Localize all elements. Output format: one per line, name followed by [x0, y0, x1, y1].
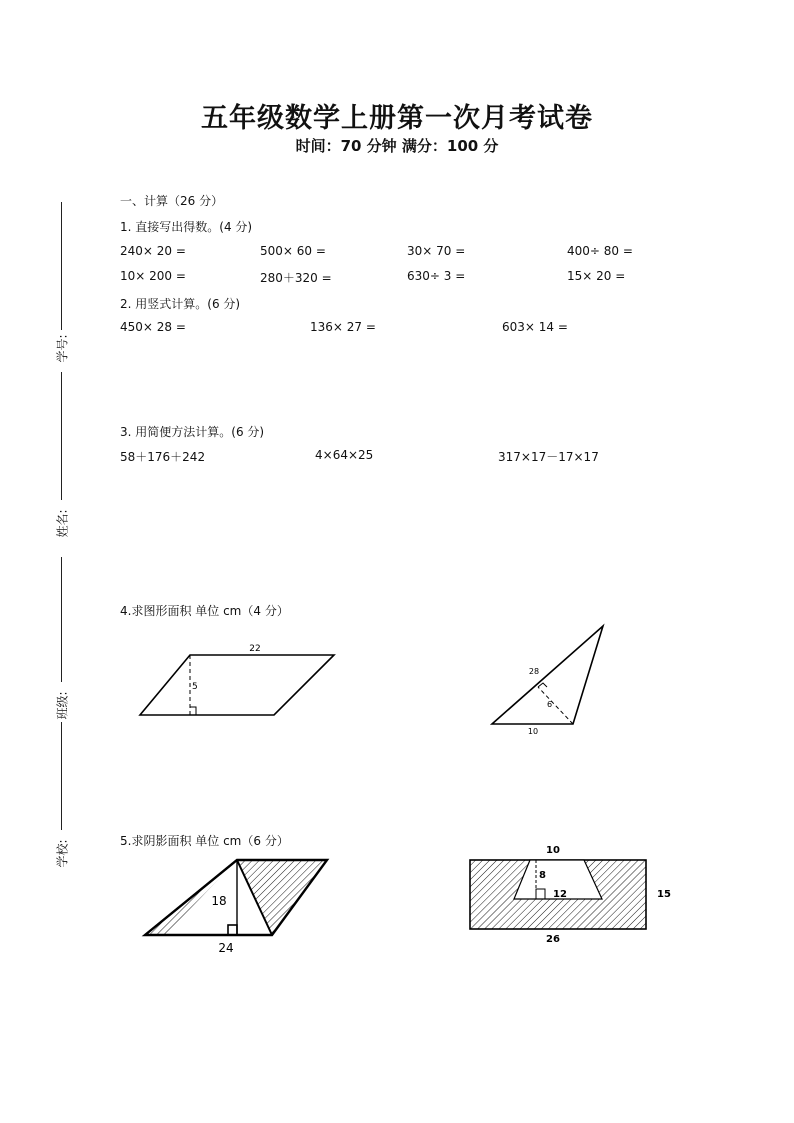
q1-item: 240× 20 = — [120, 244, 186, 258]
q3-item: 58＋176＋242 — [120, 450, 206, 464]
q2-item: 136× 27 = — [310, 320, 376, 334]
shaded-parallelogram-height-label: 18 — [211, 894, 227, 908]
rectangle-bottom-label: 26 — [546, 934, 560, 945]
q3-item: 4×64×25 — [315, 448, 374, 462]
q1-item: 15× 20 = — [567, 269, 626, 283]
q2-item: 450× 28 = — [120, 320, 186, 334]
q1-item: 10× 200 = — [120, 269, 186, 283]
q1-item: 280＋320 = — [260, 271, 332, 285]
student-name-label: 姓名: — [55, 509, 70, 538]
triangle-base-label: 10 — [527, 727, 539, 736]
margin-line — [61, 372, 62, 500]
margin-line — [61, 202, 62, 330]
margin-line — [61, 722, 62, 830]
parallelogram-base-label: 22 — [249, 644, 261, 654]
trapezoid-bottom-label: 12 — [553, 889, 567, 900]
margin-line — [61, 557, 62, 682]
shaded-parallelogram-base-label: 24 — [218, 941, 234, 955]
trapezoid-top-label: 10 — [546, 845, 560, 856]
section-heading: 一、计算（26 分） — [120, 194, 224, 208]
shaded-rectangle-figure — [455, 838, 685, 953]
q1-item: 500× 60 = — [260, 244, 326, 258]
trapezoid-height-label: 8 — [539, 870, 546, 881]
school-label: 学校: — [55, 839, 70, 868]
question-2-label: 2. 用竖式计算。(6 分) — [120, 297, 241, 311]
question-1-label: 1. 直接写出得数。(4 分) — [120, 220, 253, 234]
triangle-side-label: 28 — [528, 667, 540, 676]
q2-item: 603× 14 = — [502, 320, 568, 334]
class-label: 班级: — [55, 691, 70, 720]
q1-item: 630÷ 3 = — [407, 269, 466, 283]
q1-item: 30× 70 = — [407, 244, 466, 258]
rectangle-side-label: 15 — [657, 889, 671, 900]
question-4-label: 4.求图形面积 单位 cm（4 分） — [120, 604, 289, 618]
q3-item: 317×17－17×17 — [498, 450, 599, 464]
page-title: 五年级数学上册第一次月考试卷 — [201, 103, 593, 134]
triangle-height-label: 6 — [547, 700, 553, 709]
question-3-label: 3. 用简便方法计算。(6 分) — [120, 425, 265, 439]
parallelogram-height-label: 5 — [192, 682, 198, 692]
q1-item: 400÷ 80 = — [567, 244, 633, 258]
parallelogram-figure — [130, 635, 350, 725]
triangle-figure — [485, 620, 615, 740]
student-id-label: 学号: — [55, 334, 70, 363]
question-5-label: 5.求阴影面积 单位 cm（6 分） — [120, 834, 289, 848]
shaded-parallelogram-figure — [135, 850, 335, 960]
exam-info: 时间：70 分钟 满分：100 分 — [295, 137, 499, 155]
